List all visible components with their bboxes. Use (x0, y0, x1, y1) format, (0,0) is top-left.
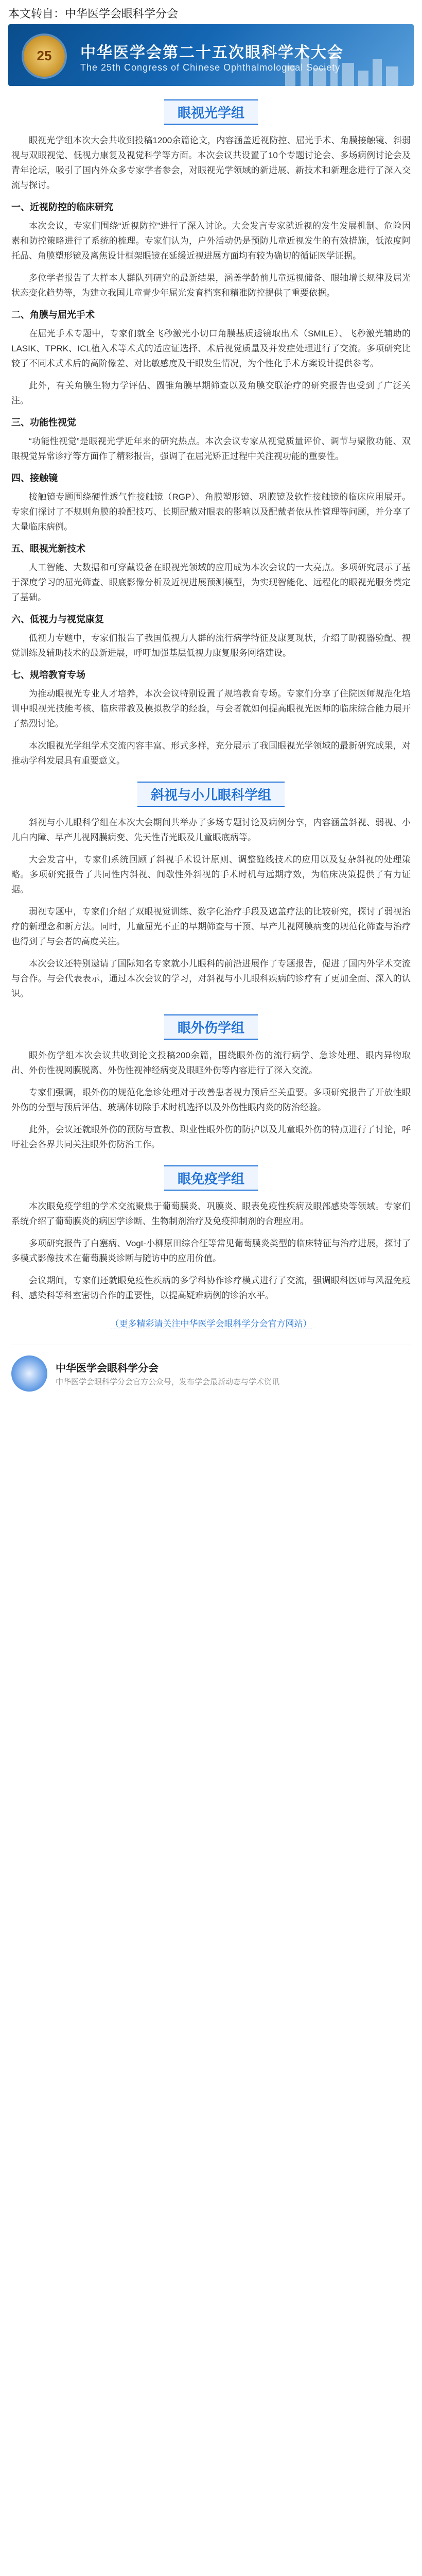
section-paragraph: 多位学者报告了大样本人群队列研究的最新结果，涵盖学龄前儿童远视储备、眼轴增长规律及屈光状态变化趋势等，为建立我国儿童青少年屈光发育档案和精准防控提供了重要依据。 (11, 273, 411, 298)
section-paragraph: “功能性视觉”是眼视光学近年来的研究热点。本次会议专家从视觉质量评价、调节与聚散功能、双眼视觉异常诊疗等方面作了精彩报告，强调了在屈光矫正过程中关注视功能的重要性。 (11, 436, 411, 461)
congress-banner (8, 24, 414, 86)
section-paragraph: 大会发言中，专家们系统回顾了斜视手术设计原则、调整缝线技术的应用以及复杂斜视的处理策略。多项研究报告了共同性内斜视、间歇性外斜视的手术时机与远期疗效，为临床决策提供了有力证据。 (11, 855, 411, 894)
section-paragraph: 接触镜专题围绕硬性透气性接触镜（RGP）、角膜塑形镜、巩膜镜及软性接触镜的临床应用展开。专家们探讨了不规则角膜的验配技巧、长期配戴对眼表的影响以及配戴者依从性管理等问题，并分享了大量临床病例。 (11, 492, 411, 532)
section-paragraph: 本次眼免疫学组的学术交流聚焦于葡萄膜炎、巩膜炎、眼表免疫性疾病及眼部感染等领域。专家们系统介绍了葡萄膜炎的病因学诊断、生物制剂治疗及免疫抑制剂的合理应用。 (11, 1201, 411, 1226)
section-title-trauma (0, 1014, 422, 1040)
section-paragraph: 会议期间，专家们还就眼免疫性疾病的多学科协作诊疗模式进行了交流，强调眼科医师与风湿免疫科、感染科等科室密切合作的重要性，以提高疑难病例的诊治水平。 (11, 1276, 411, 1300)
section-paragraph: 本次会议，专家们围绕“近视防控”进行了深入讨论。大会发言专家就近视的发生发展机制、危险因素和防控策略进行了系统的梳理。专家们认为，户外活动仍是预防儿童近视发生的有效措施，低浓度阿托品、角膜塑形镜及离焦设计框架眼镜在延缓近视进展方面均有较为确切的循证医学证据。 (11, 221, 411, 261)
section-paragraph: 本次眼视光学组学术交流内容丰富、形式多样，充分展示了我国眼视光学领域的最新研究成果，对推动学科发展具有重要意义。 (11, 741, 411, 766)
account-info (56, 1360, 279, 1388)
section-title-label: 眼视光学组 (164, 99, 258, 125)
subsection-heading: 四、接触镜 (11, 473, 58, 483)
source-prefix: 本文转自： (8, 7, 65, 20)
article-source (0, 0, 422, 24)
banner-title: 中华医学会第二十五次眼科学术大会 (80, 44, 344, 61)
section-paragraph: 本次会议还特别邀请了国际知名专家就小儿眼科的前沿进展作了专题报告，促进了国内外学术交流与合作。与会代表表示，通过本次会议的学习，对斜视与小儿眼科疾病的诊疗有了更加全面、深入的认识。 (11, 959, 411, 998)
skyline-graphic (280, 50, 403, 86)
section-title-pediatric (0, 782, 422, 807)
subsection-heading: 五、眼视光新技术 (11, 544, 85, 554)
section-paragraph: 弱视专题中，专家们介绍了双眼视觉训练、数字化治疗手段及遮盖疗法的比较研究，探讨了弱视治疗的新理念和新方法。同时，儿童屈光不正的早期筛查与干预、早产儿视网膜病变的规范化筛查与治疗也得到了与会者的高度关注。 (11, 907, 411, 946)
subsection-heading: 三、功能性视觉 (11, 417, 76, 428)
section-paragraph: 为推动眼视光专业人才培养，本次会议特别设置了规培教育专场。专家们分享了住院医师规范化培训中眼视光技能考核、临床带教及模拟教学的经验，与会者就如何提高眼视光医师的临床综合能力展开了热烈讨论。 (11, 689, 411, 728)
section-paragraph: 专家们强调，眼外伤的规范化急诊处理对于改善患者视力预后至关重要。多项研究报告了开放性眼外伤的分型与预后评估、玻璃体切除手术时机选择以及外伤性眼内炎的防治经验。 (11, 1088, 411, 1112)
banner-subtitle: The 25th Congress of Chinese Ophthalmological Society (80, 62, 341, 73)
section-optometry (0, 133, 422, 768)
subsection-heading: 二、角膜与屈光手术 (11, 310, 95, 320)
section-paragraph: 多项研究报告了白塞病、Vogt-小柳原田综合征等常见葡萄膜炎类型的临床特征与治疗进展，探讨了多模式影像技术在葡萄膜炎诊断与随访中的应用价值。 (11, 1239, 411, 1263)
section-paragraph: 低视力专题中，专家们报告了我国低视力人群的流行病学特征及康复现状，介绍了助视器验配、视觉训练及辅助技术的最新进展，呼吁加强基层低视力康复服务网络建设。 (11, 633, 411, 658)
section-paragraph: 眼视光学组本次大会共收到投稿1200余篇论文，内容涵盖近视防控、屈光手术、角膜接触镜、斜弱视与双眼视觉、低视力康复及视觉科学等方面。本次会议共设置了10个专题讨论会、多场病例讨论会及青年论坛，吸引了国内外众多专家学者参会，对眼视光学领域的新进展、新技术和新理念进行了深入交流与探讨。 (11, 135, 411, 190)
section-paragraph: 人工智能、大数据和可穿戴设备在眼视光领域的应用成为本次会议的一大亮点。多项研究展示了基于深度学习的屈光筛查、眼底影像分析及近视进展预测模型，为实现智能化、远程化的眼视光服务奠定了基础。 (11, 563, 411, 602)
subsection-heading: 六、低视力与视觉康复 (11, 614, 104, 624)
section-paragraph: 在屈光手术专题中，专家们就全飞秒激光小切口角膜基质透镜取出术（SMILE）、飞秒激光辅助的LASIK、TPRK、ICL植入术等术式的适应证选择、术后视觉质量及并发症处理进行了交流。多项研究比较了不同术式术后的高阶像差、对比敏感度及干眼发生情况，为个性化手术方案设计提供参考。 (11, 329, 411, 368)
subsection-heading: 七、规培教育专场 (11, 670, 85, 680)
section-title-label: 眼免疫学组 (164, 1165, 258, 1191)
account-description: 中华医学会眼科学分会官方公众号，发布学会最新动态与学术资讯 (56, 1377, 280, 1386)
congress-logo-number: 25 (37, 48, 52, 63)
section-trauma (0, 1048, 422, 1152)
account-name: 中华医学会眼科学分会 (56, 1362, 159, 1374)
section-paragraph: 此外，有关角膜生物力学评估、圆锥角膜早期筛查以及角膜交联治疗的研究报告也受到了广泛关注。 (11, 381, 411, 405)
source-name: 中华医学会眼科学分会 (65, 7, 179, 20)
section-title-label: 眼外伤学组 (164, 1014, 258, 1040)
footer-more-link[interactable] (0, 1316, 422, 1329)
section-paragraph: 眼外伤学组本次会议共收到论文投稿200余篇，围绕眼外伤的流行病学、急诊处理、眼内异物取出、外伤性视网膜脱离、外伤性视神经病变及眼眶外伤等内容进行了深入交流。 (11, 1050, 411, 1075)
section-pediatric (0, 815, 422, 1001)
section-title-immunology (0, 1165, 422, 1191)
section-paragraph: 此外，会议还就眼外伤的预防与宣教、职业性眼外伤的防护以及儿童眼外伤的特点进行了讨论，呼吁社会各界共同关注眼外伤防治工作。 (11, 1125, 411, 1149)
section-title-optometry (0, 99, 422, 125)
section-immunology (0, 1199, 422, 1303)
account-avatar (11, 1355, 47, 1392)
account-card[interactable] (11, 1345, 411, 1392)
subsection-heading: 一、近视防控的临床研究 (11, 202, 113, 212)
section-paragraph: 斜视与小儿眼科学组在本次大会期间共举办了多场专题讨论及病例分享，内容涵盖斜视、弱视、小儿白内障、早产儿视网膜病变、先天性青光眼及儿童眼底病等。 (11, 818, 411, 842)
section-title-label: 斜视与小儿眼科学组 (137, 782, 285, 807)
more-info-link[interactable]: （更多精彩请关注中华医学会眼科学分会官方网站） (110, 1319, 312, 1329)
